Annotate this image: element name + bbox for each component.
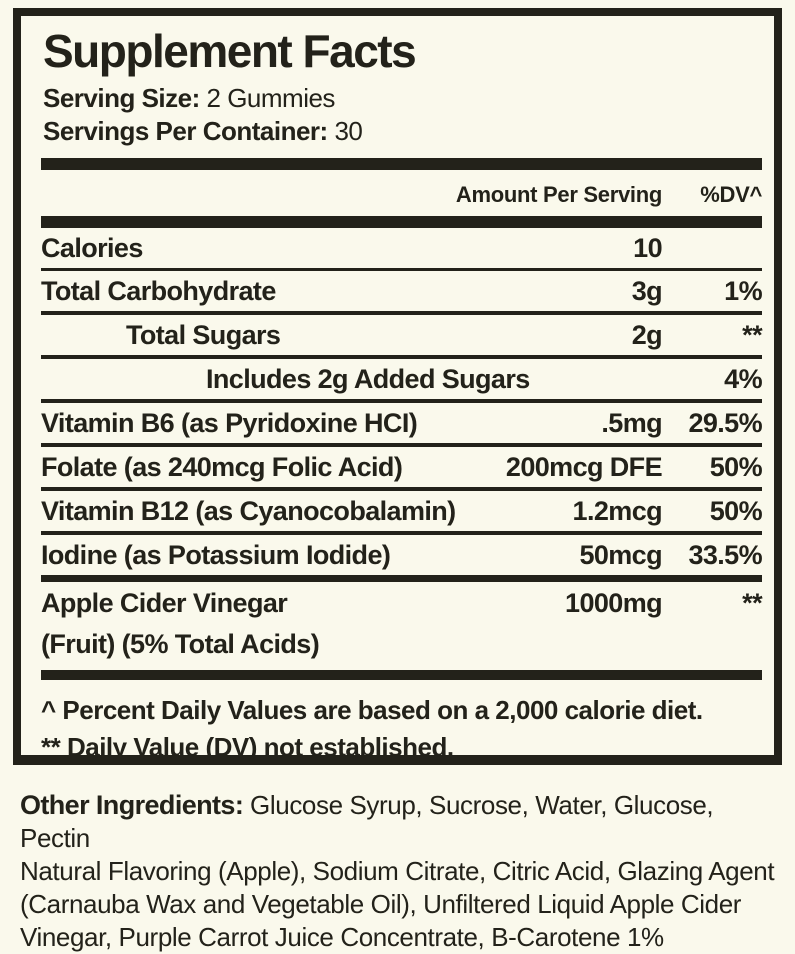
servings-per-container-line (43, 115, 762, 148)
nutrient-name: Apple Cider Vinegar (41, 588, 288, 618)
other-ingredients-section (13, 789, 782, 954)
amount-per-serving-header: Amount Per Serving (455, 182, 662, 207)
nutrient-name: Calories (41, 233, 143, 263)
nutrient-amount: 10 (633, 233, 662, 263)
nutrient-amount: 200mcg DFE (505, 452, 662, 482)
panel-title: Supplement Facts (43, 25, 416, 77)
nutrient-name: Includes 2g Added Sugars (206, 364, 530, 394)
nutrient-dv: 50% (709, 496, 762, 526)
nutrient-amount: 1.2mcg (572, 496, 662, 526)
nutrient-name: Total Sugars (126, 320, 281, 350)
percent-dv-header: %DV^ (700, 182, 762, 207)
other-ingredients-line: Vinegar, Purple Carrot Juice Concentrate, B-Carotene 1% (20, 922, 664, 952)
nutrient-dv: 4% (724, 364, 762, 394)
other-ingredients-line: (Carnauba Wax and Vegetable Oil), Unfiltered Liquid Apple Cider (20, 889, 742, 919)
other-ingredients-heading: Other Ingredients: (20, 790, 244, 820)
nutrient-amount: 3g (631, 276, 662, 306)
table-row-folate (41, 447, 762, 491)
footnotes (41, 692, 762, 766)
column-header-row (41, 170, 762, 216)
table-row-vitamin-b6 (41, 403, 762, 447)
acv-first-line (41, 588, 762, 619)
nutrient-dv: 50% (709, 452, 762, 482)
nutrient-dv: 29.5% (688, 408, 762, 438)
serving-size-value: 2 Gummies (206, 83, 335, 113)
other-ingredients-line: Natural Flavoring (Apple), Sodium Citrate, Citric Acid, Glazing Agent (20, 856, 775, 886)
table-row-iodine (41, 535, 762, 582)
nutrient-dv: ** (742, 320, 762, 350)
table-row-vitamin-b12 (41, 491, 762, 535)
other-ingredients-line (20, 789, 782, 855)
table-row-total-sugars (41, 315, 762, 359)
table-row-apple-cider-vinegar (41, 582, 762, 668)
thick-divider-bar (41, 216, 762, 228)
nutrient-amount: 2g (631, 320, 662, 350)
table-row-total-carbohydrate (41, 271, 762, 315)
nutrient-dv: ** (742, 588, 762, 618)
servings-per-container-label: Servings Per Container: (43, 116, 328, 146)
thick-divider-bar (41, 670, 762, 680)
nutrient-dv: 1% (724, 276, 762, 306)
nutrient-name: Vitamin B12 (as Cyanocobalamin) (41, 496, 456, 526)
nutrient-table (41, 228, 762, 668)
supplement-facts-panel (13, 8, 782, 765)
table-row-added-sugars (41, 359, 762, 403)
nutrient-amount: 50mcg (579, 540, 662, 570)
nutrient-name: Iodine (as Potassium Iodide) (41, 540, 391, 570)
table-row-calories (41, 228, 762, 271)
serving-size-line (43, 82, 762, 115)
footnote-dv-not-established: ** Daily Value (DV) not established. (41, 732, 454, 762)
nutrient-amount: .5mg (601, 408, 662, 438)
nutrient-amount: 1000mg (565, 588, 662, 618)
thick-divider-bar (41, 158, 762, 170)
footnote-percent-dv: ^ Percent Daily Values are based on a 2,000 calorie diet. (41, 695, 703, 725)
nutrient-dv: 33.5% (688, 540, 762, 570)
nutrient-name-continued: (Fruit) (5% Total Acids) (41, 629, 320, 659)
serving-size-label: Serving Size: (43, 83, 200, 113)
nutrient-name: Folate (as 240mcg Folic Acid) (41, 452, 403, 482)
nutrient-name: Total Carbohydrate (41, 276, 276, 306)
nutrient-name: Vitamin B6 (as Pyridoxine HCI) (41, 408, 418, 438)
other-ingredients-text: Glucose Syrup, Sucrose, Water, Glucose, Pectin (20, 790, 714, 853)
servings-per-container-value: 30 (334, 116, 363, 146)
